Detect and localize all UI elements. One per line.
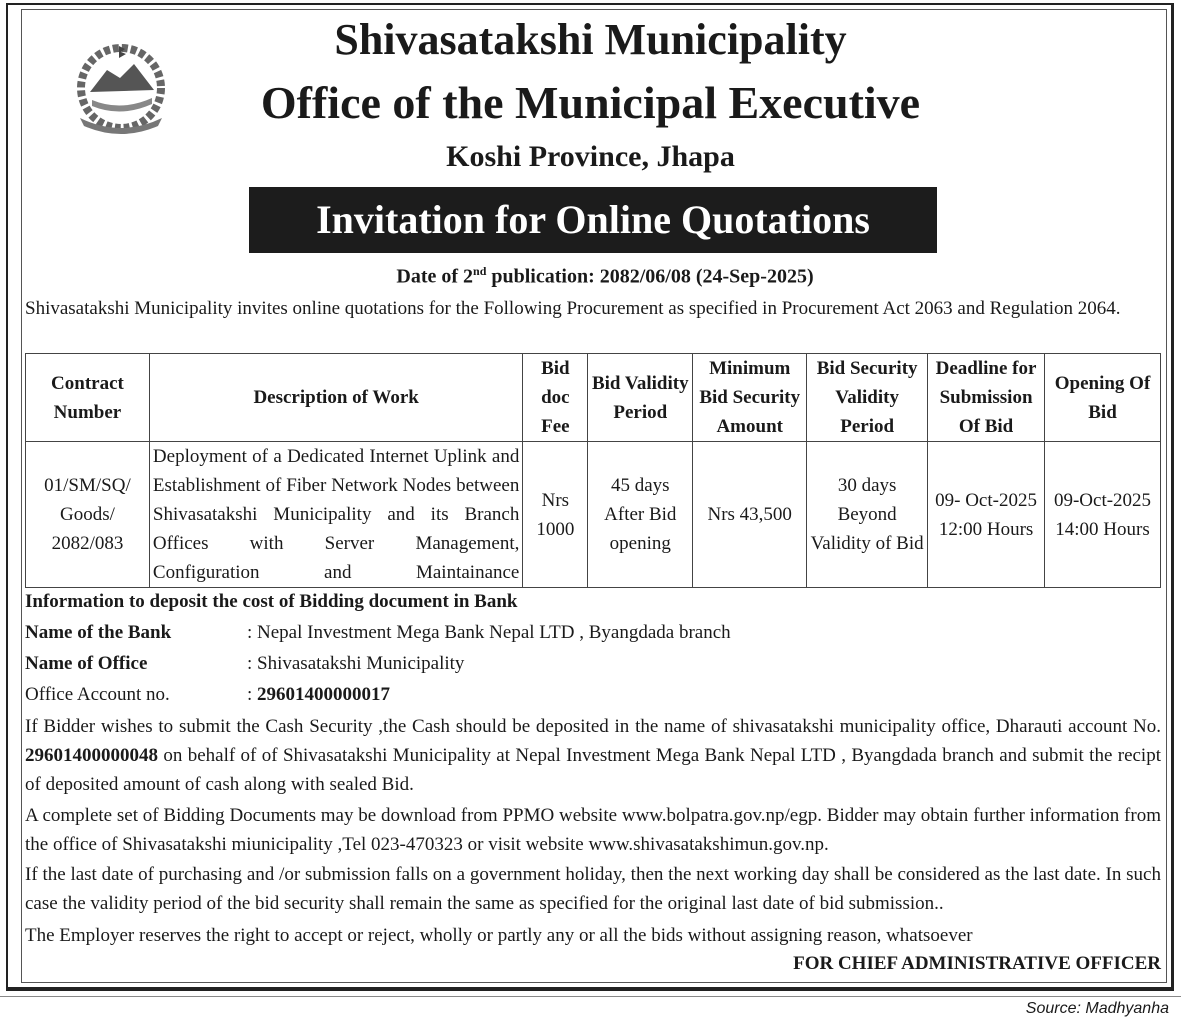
cash-security-paragraph: If Bidder wishes to submit the Cash Security ,the Cash should be deposited in the name of shivasatakshi municipality office, Dharauti account No. 29601400000048 on behalf of of Shivasatakshi Municipality at Nepal Investment Mega Bank Nepal LTD , Byangdada branch and submit the recipt of deposited amount of cash along with sealed Bid. — [25, 716, 1161, 795]
cell-bid-doc-fee: Nrs 1000 — [523, 442, 588, 588]
office-name-row: Name of Office : Shivasatakshi Municipality — [25, 653, 465, 674]
cell-bid-validity: 45 days After Bid opening — [588, 442, 693, 588]
header-security-validity: Bid Security Validity Period — [807, 354, 928, 442]
rights-paragraph: The Employer reserves the right to accept or reject, wholly or partly any or all the bids without assigning reason, whatsoever — [25, 925, 973, 946]
table-row — [26, 442, 1161, 588]
location: Koshi Province, Jhapa — [446, 140, 735, 173]
header-min-bid-security: Minimum Bid Security Amount — [693, 354, 807, 442]
bank-heading: Information to deposit the cost of Bidding document in Bank — [25, 591, 518, 612]
intro-paragraph: Shivasatakshi Municipality invites online quotations for the Following Procurement as specified in Procurement Act 2063 and Regulation 2064. — [25, 298, 1121, 319]
signature: FOR CHIEF ADMINISTRATIVE OFFICER — [793, 953, 1161, 974]
notice-banner: Invitation for Online Quotations — [249, 187, 937, 253]
table-header-row — [26, 354, 1161, 442]
header-bid-validity: Bid Validity Period — [588, 354, 693, 442]
holiday-paragraph: If the last date of purchasing and /or submission falls on a government holiday, then the next working day shall be considered as the last date. In such case the validity period of the bid security shall remain the same as specified for the original last date of bid submission.. — [25, 864, 1161, 914]
divider — [0, 996, 1181, 997]
cell-description: Deployment of a Dedicated Internet Uplink and Establishment of Fiber Network Nodes between Shivasatakshi Municipality and its Branch Offices with Server Management, Configuration and Maintainance — [149, 442, 522, 588]
cell-security-validity: 30 days Beyond Validity of Bid — [807, 442, 928, 588]
header-bid-doc-fee: Bid doc Fee — [523, 354, 588, 442]
cell-opening: 09-Oct-2025 14:00 Hours — [1045, 442, 1161, 588]
header-description: Description of Work — [149, 354, 522, 442]
bank-name-row: Name of the Bank : Nepal Investment Mega Bank Nepal LTD , Byangdada branch — [25, 622, 731, 643]
cell-contract-number: 01/SM/SQ/ Goods/ 2082/083 — [26, 442, 150, 588]
municipality-title: Shivasatakshi Municipality — [334, 15, 847, 64]
source-credit: Source: Madhyanha — [1025, 1000, 1169, 1017]
office-title: Office of the Municipal Executive — [260, 77, 921, 128]
documents-paragraph: A complete set of Bidding Documents may be download from PPMO website www.bolpatra.gov.np/egp. Bidder may obtain further information from the office of Shivasatakshi miunicipality ,Tel 023-470323 or visit website www.shivasatakshimun.gov.np. — [25, 805, 1161, 855]
header-opening: Opening Of Bid — [1045, 354, 1161, 442]
procurement-table — [25, 353, 1161, 588]
header-deadline: Deadline for Submission Of Bid — [928, 354, 1045, 442]
header-contract-number: Contract Number — [26, 354, 150, 442]
publication-date: Date of 2nd publication: 2082/06/08 (24-Sep-2025) — [396, 264, 814, 288]
cell-min-bid-security: Nrs 43,500 — [693, 442, 807, 588]
account-row: Office Account no. : 29601400000017 — [25, 684, 391, 705]
cell-deadline: 09- Oct-2025 12:00 Hours — [928, 442, 1045, 588]
